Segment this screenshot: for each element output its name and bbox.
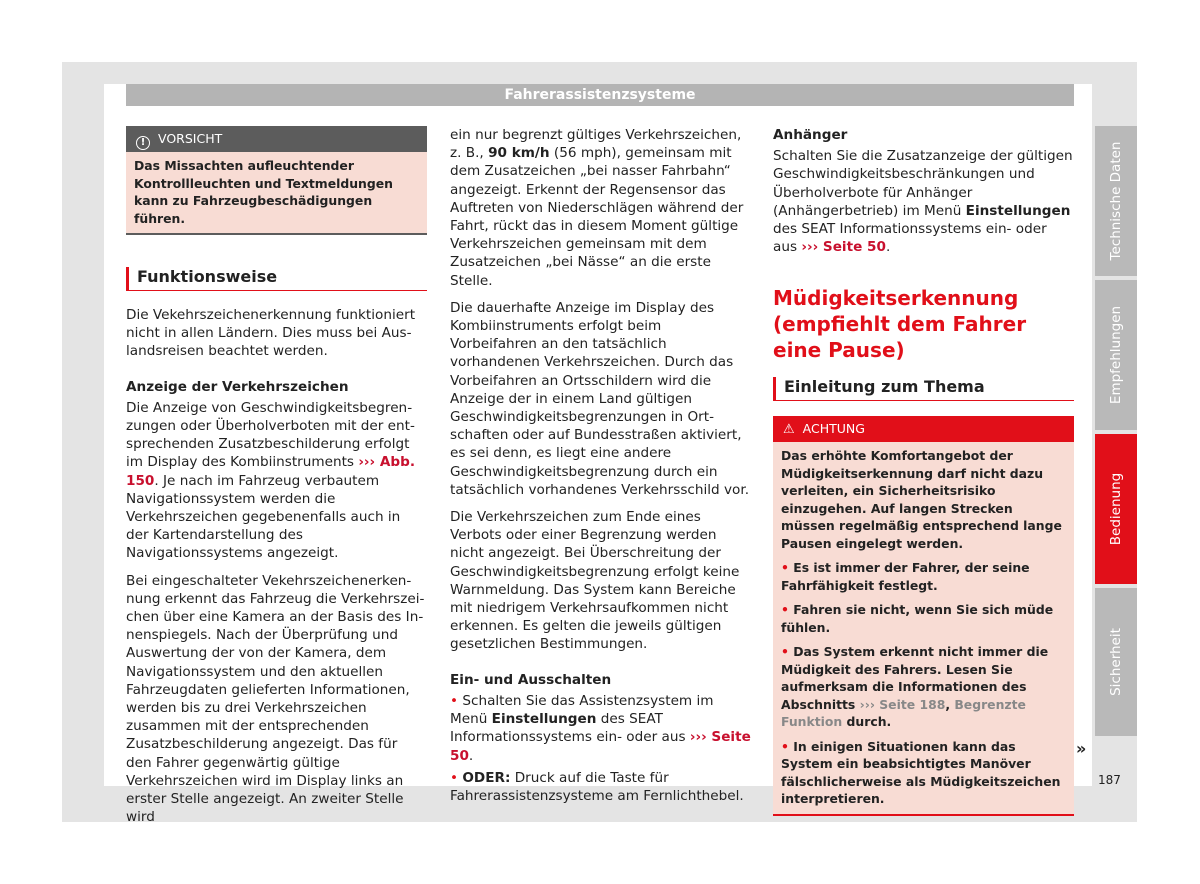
warning-bullet: • In einigen Situationen kann das System ein beabsichtigtes Manöver fälschlicherweise als Müdigkeitszeichen interpretieren.	[781, 738, 1061, 807]
bullet-item: • Schalten Sie das Assistenzsystem im Menü Einstellungen des SEAT Informationssystems ein- oder aus ››› Seite 50.	[450, 692, 751, 764]
chapter-header: Fahrerassistenzsysteme	[126, 84, 1074, 106]
warning-bullet: • Fahren sie nicht, wenn Sie sich müde fühlen.	[781, 602, 1054, 635]
subhead-anhaenger: Anhänger	[773, 127, 848, 143]
side-tab-technische-daten[interactable]: Technische Daten	[1095, 126, 1137, 276]
bullet-icon: •	[450, 692, 459, 709]
side-tab-bedienung[interactable]: Bedienung	[1095, 434, 1137, 584]
paragraph: ein nur begrenzt gültiges Verkehrszeichen, z. B., 90 km/h (56 mph), gemeinsam mit dem Zusatzeichen „bei nasser Fahrbahn“ angezeigt. Erkennt der Regensensor das Auftreten von Niederschlägen während der Fahrt, rückt das in diesem Moment gültige Verkehrszeichen gemeinsam mit dem Zusatzeichen „bei Nässe“ an die erste Stelle.	[450, 127, 744, 289]
paragraph: Die Vekehrszeichenerkennung funktioniert nicht in allen Ländern. Dies muss bei Auslandsreisen beachtet werden.	[126, 307, 416, 360]
bullet-icon: •	[450, 769, 459, 786]
warning-label: ACHTUNG	[802, 421, 865, 437]
warning-intro: Das erhöhte Komfortangebot der Müdigkeitserkennung darf nicht dazu verleiten, ein Sicherheitsrisiko einzugehen. Auf langen Strecken müssen regelmäßig entsprechend lange Pausen eingelegt werden.	[781, 448, 1062, 551]
paragraph: Bei eingeschalteter Vekehrszeichenerkennung erkennt das Fahrzeug die Verkehrszeichen über eine Kamera an der Basis des Innenspiegels. Nach der Überprüfung und Auswertung der von der Kamera, dem Navigationssystem und den aktuellen Fahrzeugdaten gelieferten Informationen, werden bis zu drei Verkehrszeichen zusammen mit der entsprechenden Zusatzbeschilderung angezeigt. Das für den Fahrer gegenwärtig gültige Verkehrszeichen wird im Display links an erster Stelle angezeigt. An zweiter Stelle wird	[126, 572, 425, 826]
section-title-funktionsweise: Funktionsweise	[126, 267, 427, 291]
warning-box	[773, 416, 1074, 816]
caution-box	[126, 126, 427, 235]
caution-header	[126, 126, 427, 152]
side-tab-empfehlungen[interactable]: Empfehlungen	[1095, 280, 1137, 430]
caution-text: Das Missachten aufleuchtender Kontrollleuchten und Textmeldungen kann zu Fahrzeugbeschädigungen führen.	[126, 152, 427, 235]
page-link[interactable]: ››› Seite 188	[859, 696, 946, 712]
caution-label: VORSICHT	[158, 131, 223, 146]
side-tab-sicherheit[interactable]: Sicherheit	[1095, 588, 1137, 736]
column-right	[773, 126, 1074, 816]
chapter-title-muedigkeit: Müdigkeitserkennung (empfiehlt dem Fahrer eine Pause)	[773, 286, 1027, 363]
warning-bullet: • Das System erkennt nicht immer die Müdigkeit des Fahrers. Lesen Sie aufmerksam die Informationen des Abschnitts ››› Seite 188, Begrenzte Funktion durch.	[781, 644, 1049, 730]
warning-bullet: • Es ist immer der Fahrer, der seine Fahrfähigkeit festlegt.	[781, 560, 1030, 593]
subhead-anzeige: Anzeige der Verkehrszeichen	[126, 378, 349, 395]
warning-triangle-icon: ⚠	[783, 422, 795, 438]
paragraph: Die Verkehrszeichen zum Ende eines Verbots oder einer Begrenzung werden nicht angezeigt. Bei Überschreitung der Geschwindigkeitsbegrenzung erfolgt keine Warnmeldung. Das System kann Bereiche mit niedrigem Verkehrsaufkommen nicht erkennen. Es gelten die jeweils gültigen gesetzlichen Bestimmungen.	[450, 509, 740, 653]
page-number: 187	[1098, 773, 1121, 787]
warning-header	[773, 416, 1074, 442]
section-link[interactable]: Begrenzte Funktion	[781, 696, 1026, 730]
continue-marker: »	[1076, 739, 1087, 758]
column-middle	[450, 126, 752, 814]
warning-text	[773, 442, 1074, 816]
column-left	[126, 126, 427, 835]
page-link[interactable]: ››› Seite 50	[801, 239, 886, 256]
subhead-ein-ausschalten: Ein- und Ausschalten	[450, 671, 612, 688]
figure-link[interactable]: ››› Abb. 150	[126, 454, 416, 489]
bullet-item: • ODER: Druck auf die Taste für Fahrerassistenzsysteme am Fernlichthebel.	[450, 769, 744, 804]
paragraph: Die Anzeige von Geschwindigkeitsbegrenzungen oder Überholverboten mit der entsprechenden Zusatzbeschilderung erfolgt im Display des Kombiinstruments ››› Abb. 150. Je nach im Fahrzeug verbautem Navigationssystem werden die Verkehrszeichen gegebenenfalls auch in der Kartendarstellung des Navigationssystems angezeigt.	[126, 399, 416, 562]
section-title-einleitung: Einleitung zum Thema	[773, 377, 1074, 401]
paragraph: Die dauerhafte Anzeige im Display des Kombiinstruments erfolgt beim Vorbeifahren an den tatsächlich vorhandenen Verkehrszeichen. Durch das Vorbeifahren an Ortsschildern wird die Anzeige der in einem Land gültigen Geschwindigkeitsbegrenzungen in Ortschaften oder auf Bundesstraßen aktiviert, es sei denn, es liegt eine andere Geschwindigkeitsbegrenzung durch ein tatsächlich vorhandenes Verkehrsschild vor.	[450, 299, 750, 498]
info-circle-icon: !	[136, 136, 150, 150]
paragraph: Schalten Sie die Zusatzanzeige der gültigen Geschwindigkeitsbeschränkungen und Überholverbote für Anhänger (Anhängerbetrieb) im Menü Einstellungen des SEAT Informationssystems ein- oder aus ››› Seite 50.	[773, 148, 1073, 256]
page-link[interactable]: ››› Seite 50	[450, 729, 751, 764]
